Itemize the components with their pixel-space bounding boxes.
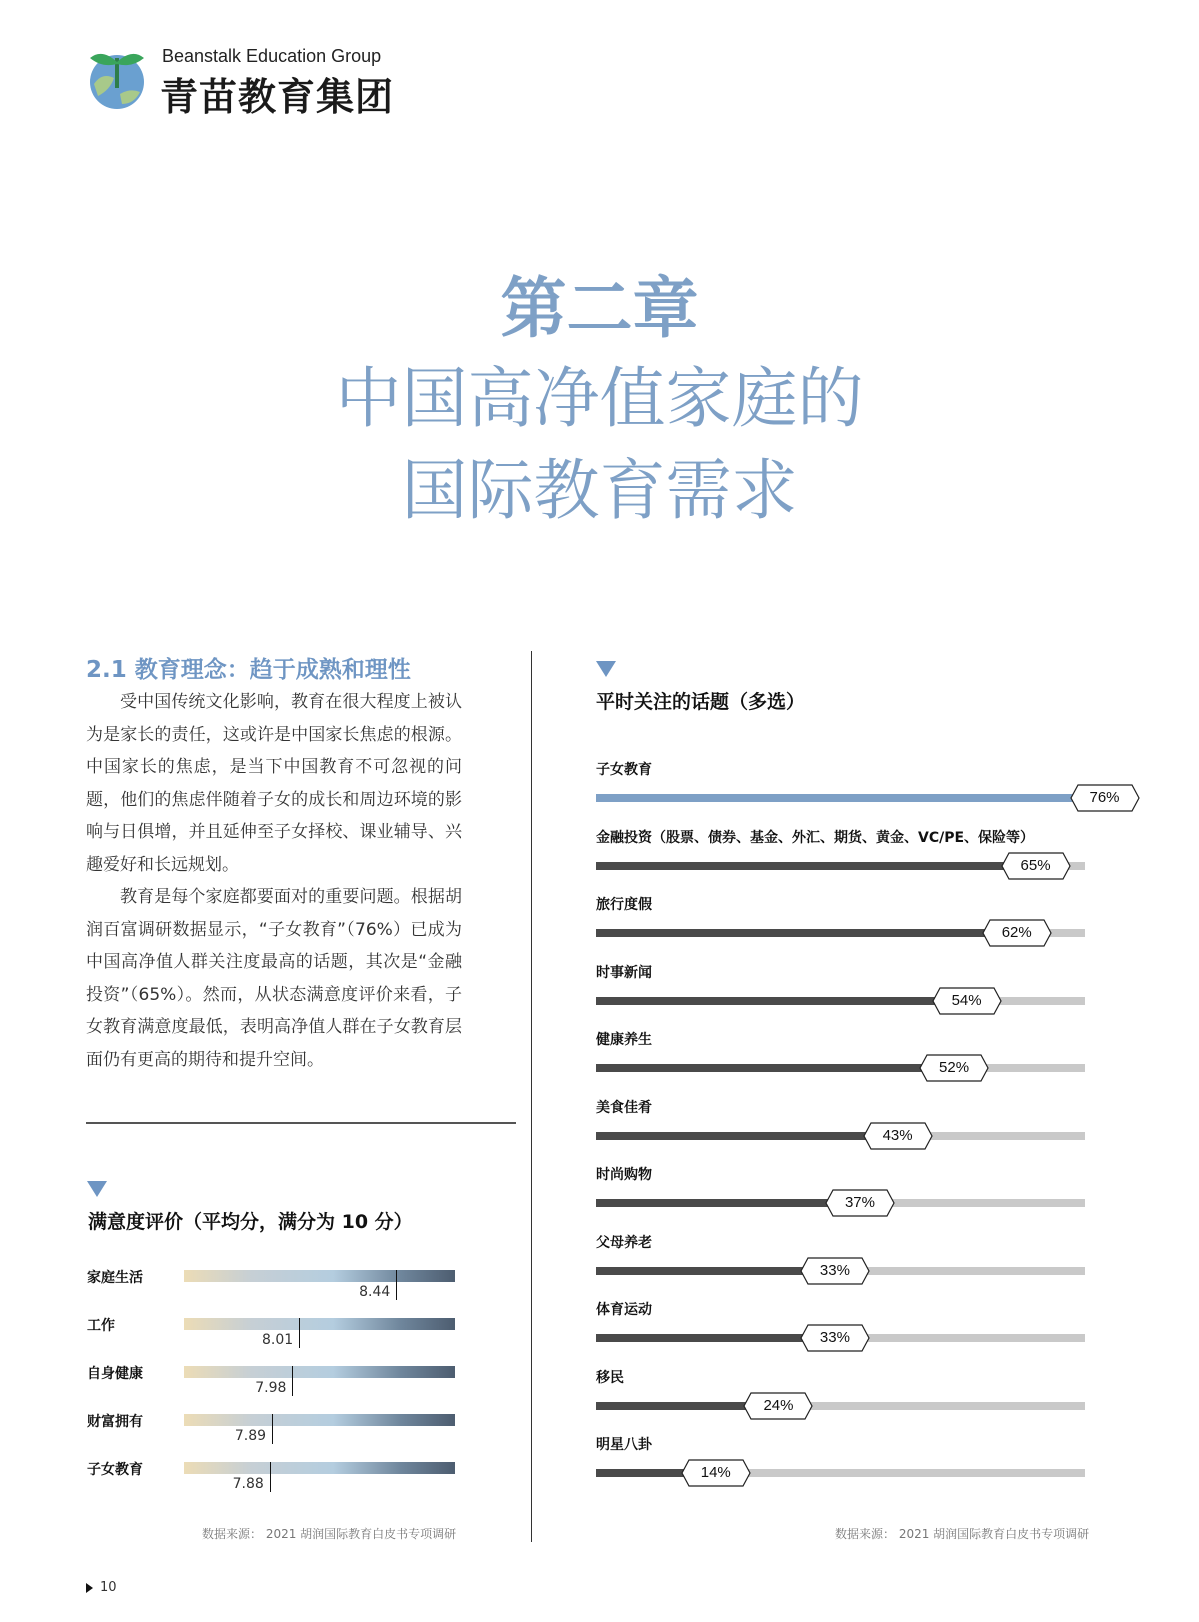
satisfaction-bar bbox=[184, 1318, 455, 1330]
chapter-label: 第二章 bbox=[500, 270, 699, 347]
topic-label: 旅行度假 bbox=[596, 897, 652, 913]
topic-value-badge bbox=[1070, 784, 1140, 812]
topic-bar bbox=[596, 862, 1004, 870]
brand-name-chinese: 青苗教育集团 bbox=[160, 75, 395, 119]
topic-bar bbox=[596, 1334, 803, 1342]
chapter-title-line-2: 国际教育需求 bbox=[401, 452, 798, 529]
satisfaction-marker bbox=[299, 1318, 300, 1348]
topic-bar bbox=[596, 1064, 922, 1072]
topic-value-badge bbox=[800, 1324, 870, 1352]
body-paragraph-2: 教育是每个家庭都要面对的重要问题。根据胡润百富调研数据显示，“子女教育”（76%）已成为中国高净值人群关注度最高的话题，其次是“金融投资”（65%）。然而，从状态满意度评价来看，子女教育满意度最低，表明高净值人群在子女教育层面仍有更高的期待和提升空间。 bbox=[86, 887, 462, 1070]
topic-label: 美食佳肴 bbox=[596, 1099, 652, 1116]
topic-label: 金融投资（股票、债券、基金、外汇、期货、黄金、VC/PE、保险等） bbox=[596, 829, 1035, 846]
topic-value: 76% bbox=[1089, 789, 1120, 806]
topic-label: 健康养生 bbox=[596, 1032, 652, 1048]
topic-value-badge bbox=[743, 1392, 813, 1420]
topic-label: 体育运动 bbox=[596, 1302, 652, 1318]
topic-label: 明星八卦 bbox=[596, 1437, 652, 1453]
topic-bar bbox=[596, 1402, 746, 1410]
topic-value: 14% bbox=[700, 1464, 731, 1481]
topic-value: 33% bbox=[819, 1261, 850, 1279]
topic-label: 父母养老 bbox=[596, 1234, 652, 1251]
topic-label: 移民 bbox=[596, 1369, 624, 1386]
satisfaction-value: 7.98 bbox=[255, 1380, 287, 1396]
satisfaction-marker bbox=[292, 1366, 293, 1396]
section-heading: 2.1 教育理念：趋于成熟和理性 bbox=[86, 657, 411, 683]
topic-bar bbox=[596, 1132, 866, 1140]
satisfaction-marker bbox=[270, 1462, 271, 1492]
topic-label: 时尚购物 bbox=[596, 1167, 652, 1183]
topic-value: 43% bbox=[882, 1126, 913, 1144]
topics-chart-title: 平时关注的话题（多选） bbox=[596, 691, 806, 713]
satisfaction-label: 自身健康 bbox=[87, 1366, 143, 1382]
topic-value: 52% bbox=[939, 1059, 970, 1076]
satisfaction-source-note: 数据来源： 2021 胡润国际教育白皮书专项调研 bbox=[202, 1527, 457, 1541]
topic-label: 子女教育 bbox=[596, 762, 652, 778]
satisfaction-bar bbox=[184, 1366, 455, 1378]
topic-value-badge bbox=[982, 919, 1052, 947]
topic-value-badge bbox=[1001, 852, 1071, 880]
satisfaction-bar bbox=[184, 1414, 455, 1426]
triangle-marker-icon bbox=[596, 661, 616, 677]
topic-bar bbox=[596, 794, 1073, 802]
topic-value-badge bbox=[681, 1459, 751, 1487]
satisfaction-marker bbox=[396, 1270, 397, 1300]
topic-value: 62% bbox=[1001, 924, 1032, 941]
topic-bar bbox=[596, 1469, 684, 1477]
satisfaction-chart-title: 满意度评价（平均分，满分为 10 分） bbox=[88, 1211, 413, 1233]
chapter-title-line-1: 中国高净值家庭的 bbox=[335, 360, 864, 437]
topic-value: 33% bbox=[819, 1329, 850, 1346]
section-divider bbox=[86, 1122, 516, 1124]
satisfaction-label: 财富拥有 bbox=[87, 1414, 143, 1430]
topic-value-badge bbox=[800, 1257, 870, 1285]
beanstalk-globe-logo-icon bbox=[84, 44, 150, 110]
body-paragraph-1: 受中国传统文化影响，教育在很大程度上被认为是家长的责任，这或许是中国家长焦虑的根源。中国家长的焦虑，是当下中国教育不可忽视的问题，他们的焦虑伴随着子女的成长和周边环境的影响与日俱增，并且延伸至子女择校、课业辅导、兴趣爱好和长远规划。 bbox=[86, 692, 462, 875]
page-number: 10 bbox=[100, 1580, 117, 1595]
topic-value-badge bbox=[919, 1054, 989, 1082]
topic-value-badge bbox=[863, 1122, 933, 1150]
topic-value: 24% bbox=[763, 1396, 794, 1414]
topic-value: 65% bbox=[1020, 856, 1051, 874]
satisfaction-bar bbox=[184, 1462, 455, 1474]
topic-label: 时事新闻 bbox=[596, 964, 652, 981]
topics-source-note: 数据来源： 2021 胡润国际教育白皮书专项调研 bbox=[835, 1527, 1090, 1541]
topic-value: 37% bbox=[844, 1194, 875, 1211]
satisfaction-label: 工作 bbox=[87, 1318, 115, 1334]
satisfaction-bar bbox=[184, 1270, 455, 1282]
satisfaction-value: 8.44 bbox=[359, 1284, 391, 1300]
topic-bar bbox=[596, 1267, 803, 1275]
triangle-marker-icon bbox=[87, 1181, 107, 1197]
topic-bar bbox=[596, 1199, 828, 1207]
brand-name-english: Beanstalk Education Group bbox=[162, 46, 382, 66]
topic-value-badge bbox=[825, 1189, 895, 1217]
satisfaction-label: 家庭生活 bbox=[87, 1270, 143, 1286]
page-arrow-icon bbox=[86, 1583, 93, 1593]
satisfaction-marker bbox=[272, 1414, 273, 1444]
satisfaction-value: 7.88 bbox=[232, 1476, 264, 1492]
topic-value-badge bbox=[932, 987, 1002, 1015]
topic-value: 54% bbox=[951, 991, 982, 1009]
topic-bar bbox=[596, 929, 985, 937]
satisfaction-value: 7.89 bbox=[234, 1428, 267, 1444]
satisfaction-label: 子女教育 bbox=[87, 1462, 143, 1478]
column-divider bbox=[531, 651, 532, 1542]
topic-bar bbox=[596, 997, 935, 1005]
satisfaction-value: 8.01 bbox=[262, 1332, 294, 1348]
